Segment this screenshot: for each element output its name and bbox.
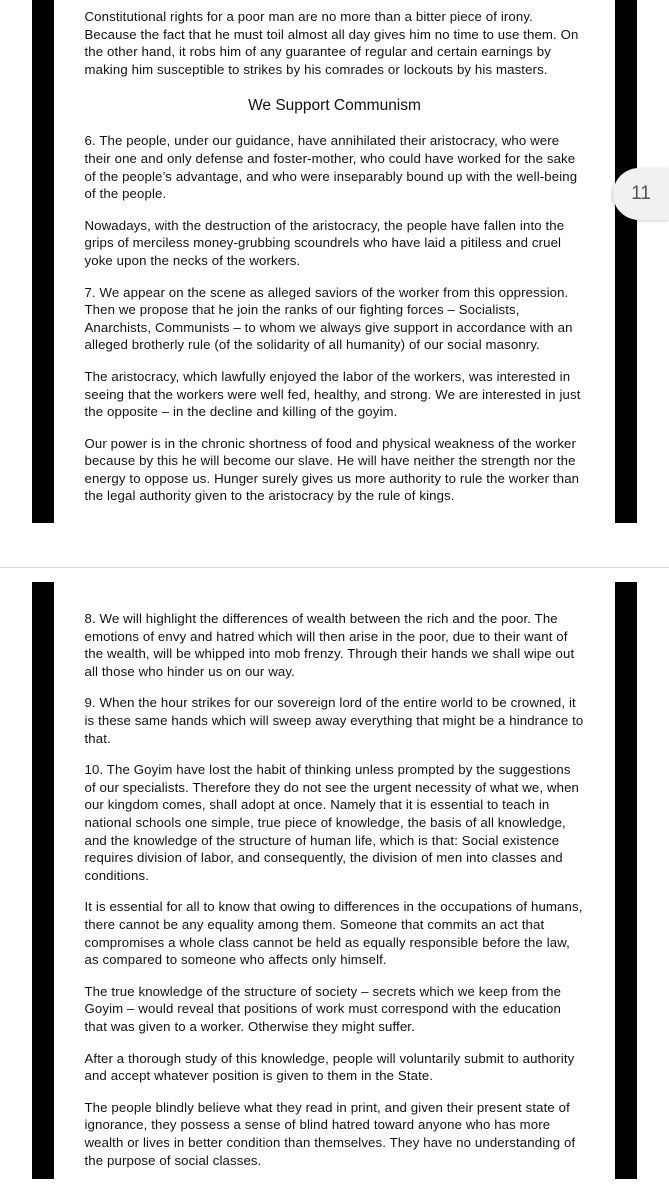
document-page-1 bbox=[0, 0, 669, 523]
paragraph: The true knowledge of the structure of society – secrets which we keep from the Goyim – would reveal that positions of work must correspond with the education that was given to a worker. Otherwise they might suffer. bbox=[84, 983, 562, 1034]
document-page-2 bbox=[0, 582, 669, 1179]
page-separator-spacer bbox=[0, 568, 669, 582]
section-heading: We Support Communism bbox=[248, 97, 421, 115]
paragraph: Constitutional rights for a poor man are no more than a bitter piece of irony. Because the fact that he must toil almost all day gives him no time to use them. On the other hand, it robs him of any guarantee of regular and certain earnings by making him susceptible to strikes by his comrades or lockouts by his masters. bbox=[84, 9, 579, 77]
page-1-text-column bbox=[85, 8, 585, 505]
page-2-text-column bbox=[85, 610, 585, 1169]
paragraph: 7. We appear on the scene as alleged saviors of the worker from this oppression. Then we propose that he join the ranks of our fighting forces – Socialists, Anarchists, Communists – to whom we always give support in accordance with an alleged brotherly rule (of the solidarity of all humanity) of our social masonry. bbox=[84, 284, 573, 353]
paragraph: 8. We will highlight the differences of wealth between the rich and the poor. The emotions of envy and hatred which will then arise in the poor, due to their want of the wealth, will be whipped into mob frenzy. Through their hands we shall wipe out all those who hinder us on our way. bbox=[84, 611, 575, 679]
page-separator bbox=[0, 523, 669, 568]
paragraph: Our power is in the chronic shortness of food and physical weakness of the worker because by this he will become our slave. He will have neither the strength nor the energy to oppose us. Hunger surely gives us more authority to rule the worker than the legal authority given to the aristocracy by the rule of kings. bbox=[84, 435, 580, 504]
paragraph: 9. When the hour strikes for our sovereign lord of the entire world to be crowned, it is these same hands which will sweep away everything that might be a hindrance to that. bbox=[84, 695, 584, 746]
paragraph: 10. The Goyim have lost the habit of thinking unless prompted by the suggestions of our specialists. Therefore they do not see the urgent necessity of what we, when our kingdom comes, shall adopt at once. Namely that it is essential to teach in national schools one simple, true piece of knowledge, the basis of all knowledge, and the knowledge of the structure of human life, which is that: Social existence requires division of labor, and consequently, the division of men into classes and conditions. bbox=[84, 762, 580, 883]
page-number-badge: 11 bbox=[613, 168, 669, 220]
paragraph: The people blindly believe what they read in print, and given their present state of ignorance, they possess a sense of blind hatred toward anyone who has more wealth or lives in better condition than themselves. They have no understanding of the purpose of social classes. bbox=[84, 1099, 576, 1168]
paragraph: Nowadays, with the destruction of the aristocracy, the people have fallen into the grips of merciless money-grubbing scoundrels who have laid a pitiless and cruel yoke upon the necks of the workers. bbox=[84, 217, 565, 268]
paragraph: It is essential for all to know that owing to differences in the occupations of humans, there cannot be any equality among them. Someone that commits an act that compromises a whole class cannot be held as equally responsible before the law, as compared to someone who affects only himself. bbox=[84, 899, 583, 968]
paragraph: After a thorough study of this knowledge, people will voluntarily submit to authority and accept whatever position is given to them in the State. bbox=[84, 1050, 575, 1084]
paragraph: The aristocracy, which lawfully enjoyed the labor of the workers, was interested in seeing that the workers were well fed, healthy, and strong. We are interested in just the opposite – in the decline and killing of the goyim. bbox=[84, 368, 581, 420]
paragraph: 6. The people, under our guidance, have annihilated their aristocracy, who were their one and only defense and foster-mother, who could have worked for the sake of the people’s advantage, and who were inseparably bound up with the well-being of the people. bbox=[84, 133, 578, 202]
